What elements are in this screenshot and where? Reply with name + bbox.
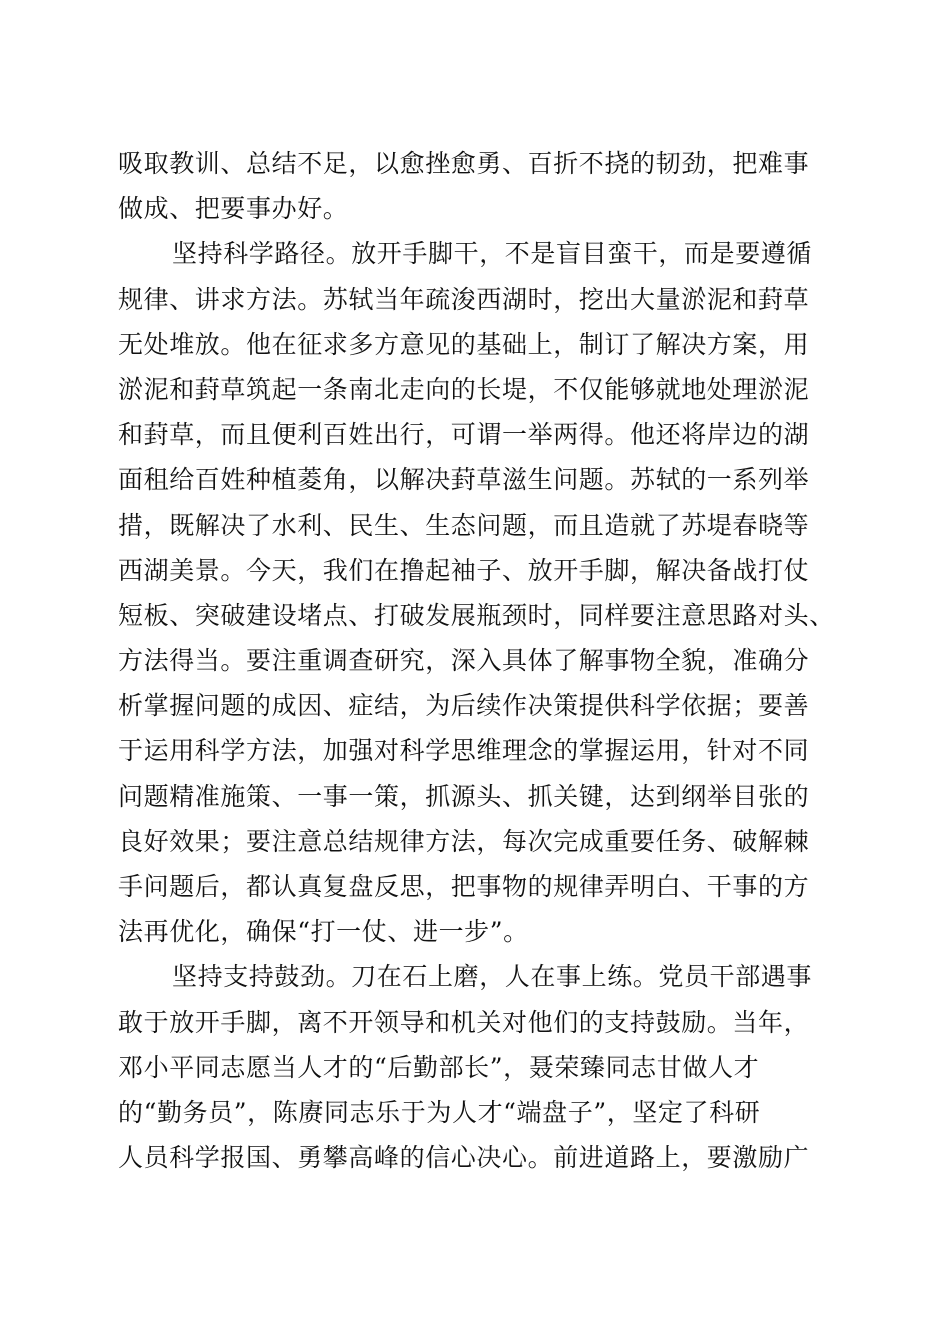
text-line: 析掌握问题的成因、症结，为后续作决策提供科学依据；要善 [118, 691, 810, 721]
text-line: 坚持科学路径。放开手脚干，不是盲目蛮干，而是要遵循 [172, 239, 813, 269]
text-line: 邓小平同志愿当人才的“后勤部长”，聂荣臻同志甘做人才 [118, 1052, 760, 1082]
text-line: 措，既解决了水利、民生、生态问题，而且造就了苏堤春晓等 [118, 510, 810, 540]
text-line: 人员科学报国、勇攀高峰的信心决心。前进道路上，要激励广 [118, 1143, 810, 1173]
text-line: 规律、讲求方法。苏轼当年疏浚西湖时，挖出大量淤泥和葑草 [118, 284, 810, 314]
body-text [118, 141, 838, 1180]
text-line: 西湖美景。今天，我们在撸起袖子、放开手脚，解决备战打仗 [118, 555, 810, 585]
text-line: 敢于放开手脚，离不开领导和机关对他们的支持鼓励。当年， [118, 1007, 810, 1037]
paragraph-lessons [118, 141, 838, 231]
text-line: 淤泥和葑草筑起一条南北走向的长堤，不仅能够就地处理淤泥 [118, 374, 810, 404]
text-line: 问题精准施策、一事一策，抓源头、抓关键，达到纲举目张的 [118, 781, 810, 811]
text-line: 于运用科学方法，加强对科学思维理念的掌握运用，针对不同 [118, 736, 810, 766]
text-line: 无处堆放。他在征求多方意见的基础上，制订了解决方案，用 [118, 329, 810, 359]
paragraph-support [118, 954, 838, 1180]
text-line: 的“勤务员”，陈赓同志乐于为人才“端盘子”，坚定了科研 [118, 1097, 761, 1127]
text-line: 吸取教训、总结不足，以愈挫愈勇、百折不挠的韧劲，把难事 [118, 149, 810, 178]
text-line: 手问题后，都认真复盘反思，把事物的规律弄明白、干事的方 [118, 872, 810, 901]
text-line: 面租给百姓种植菱角，以解决葑草滋生问题。苏轼的一系列举 [118, 465, 810, 495]
text-line: 方法得当。要注重调查研究，深入具体了解事物全貌，准确分 [118, 646, 810, 676]
text-line: 法再优化，确保“打一仗、进一步”。 [118, 917, 529, 947]
paragraph-science [118, 231, 838, 954]
text-line: 良好效果；要注意总结规律方法，每次完成重要任务、破解棘 [118, 826, 810, 856]
text-line: 坚持支持鼓劲。刀在石上磨，人在事上练。党员干部遇事 [172, 962, 813, 992]
text-line: 和葑草，而且便利百姓出行，可谓一举两得。他还将岸边的湖 [118, 420, 810, 450]
text-line: 做成、把要事办好。 [118, 194, 349, 224]
text-line: 短板、突破建设堵点、打破发展瓶颈时，同样要注意思路对头、 [118, 600, 835, 630]
